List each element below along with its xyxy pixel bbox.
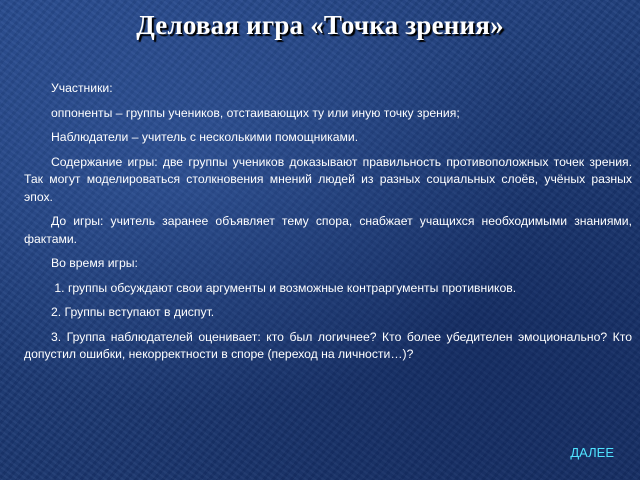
step-3-paragraph: 3. Группа наблюдателей оценивает: кто был логичнее? Кто более убедителен эмоционально? Кто допустил ошибки, некорректности в споре (переход на личности…)?	[24, 329, 632, 361]
next-link[interactable]: ДАЛЕЕ	[570, 445, 614, 460]
opponents-paragraph: оппоненты – группы учеников, отстаивающих ту или иную точку зрения;	[51, 105, 460, 120]
slide-body	[24, 80, 632, 371]
game-content-paragraph: Содержание игры: две группы учеников доказывают правильность противоположных точек зрения. Так могут моделироваться столкновения мнений людей из разных социальных слоёв, учёных разных эпох.	[24, 154, 632, 204]
before-game-paragraph: До игры: учитель заранее объявляет тему спора, снабжает учащихся необходимыми знаниями, фактами.	[24, 214, 632, 246]
slide-title: Деловая игра «Точка зрения»	[136, 10, 504, 40]
observers-paragraph: Наблюдатели – учитель с несколькими помощниками.	[51, 130, 359, 144]
step-2-paragraph: 2. Группы вступают в диспут.	[51, 305, 215, 319]
step-1-paragraph: 1. группы обсуждают свои аргументы и возможные контраргументы противников.	[51, 280, 517, 295]
during-game-heading: Во время игры:	[51, 256, 138, 270]
participants-heading: Участники:	[51, 81, 113, 95]
